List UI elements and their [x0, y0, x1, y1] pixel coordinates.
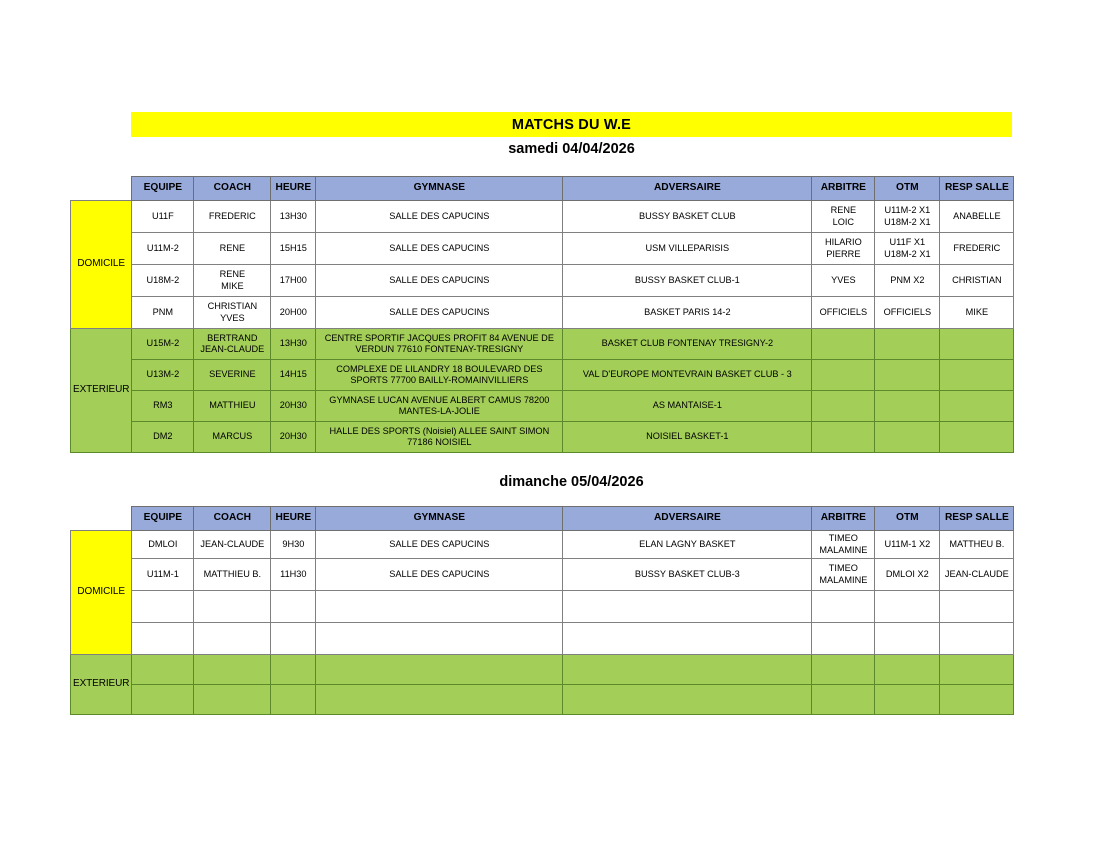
cell-otm [875, 360, 940, 391]
banner-title: MATCHS DU W.E [511, 116, 632, 133]
cell-arbitre [812, 591, 875, 623]
cell-equipe: U13M-2 [132, 360, 194, 391]
cell-heure [271, 623, 316, 655]
cell-heure [271, 591, 316, 623]
cell-gymnase [316, 655, 563, 685]
cell-arbitre: HILARIO PIERRE [812, 233, 875, 265]
cell-coach: FREDERIC [194, 201, 271, 233]
column-header-coach: COACH [194, 507, 271, 531]
table-header-row [71, 177, 1014, 201]
side-label-exterieur: EXTERIEUR [71, 329, 132, 453]
cell-arbitre: RENE LOIC [812, 201, 875, 233]
table-body [71, 177, 1014, 453]
cell-adversaire [563, 623, 812, 655]
cell-otm [875, 391, 940, 422]
cell-heure: 17H00 [271, 265, 316, 297]
cell-coach: SEVERINE [194, 360, 271, 391]
cell-heure: 20H30 [271, 422, 316, 453]
cell-gymnase [316, 591, 563, 623]
table-body [71, 507, 1014, 715]
cell-adversaire: VAL D'EUROPE MONTEVRAIN BASKET CLUB - 3 [563, 360, 812, 391]
cell-coach: MATTHIEU B. [194, 559, 271, 591]
cell-equipe: U11F [132, 201, 194, 233]
column-header-gymnase: GYMNASE [316, 507, 563, 531]
cell-equipe: U11M-2 [132, 233, 194, 265]
cell-otm: OFFICIELS [875, 297, 940, 329]
table-row [71, 329, 1014, 360]
column-header-equipe: EQUIPE [132, 507, 194, 531]
cell-gymnase [316, 623, 563, 655]
cell-resp: FREDERIC [940, 233, 1014, 265]
cell-coach [194, 655, 271, 685]
cell-gymnase: SALLE DES CAPUCINS [316, 233, 563, 265]
column-header-gymnase: GYMNASE [316, 177, 563, 201]
table-row [71, 559, 1014, 591]
cell-coach: JEAN-CLAUDE [194, 531, 271, 559]
cell-heure: 20H30 [271, 391, 316, 422]
cell-adversaire: USM VILLEPARISIS [563, 233, 812, 265]
column-header-arbitre: ARBITRE [812, 507, 875, 531]
column-header-resp: RESP SALLE [940, 507, 1014, 531]
table-row [71, 201, 1014, 233]
side-label-exterieur: EXTERIEUR [71, 655, 132, 715]
column-header-adversaire: ADVERSAIRE [563, 507, 812, 531]
cell-arbitre [812, 329, 875, 360]
cell-adversaire [563, 655, 812, 685]
cell-coach: MARCUS [194, 422, 271, 453]
cell-coach [194, 623, 271, 655]
side-label-domicile: DOMICILE [71, 201, 132, 329]
cell-adversaire: AS MANTAISE-1 [563, 391, 812, 422]
cell-coach: BERTRAND JEAN-CLAUDE [194, 329, 271, 360]
cell-coach: RENE [194, 233, 271, 265]
page-banner [131, 112, 1012, 137]
cell-equipe [132, 655, 194, 685]
cell-adversaire: BASKET CLUB FONTENAY TRESIGNY-2 [563, 329, 812, 360]
column-header-adversaire: ADVERSAIRE [563, 177, 812, 201]
cell-equipe: DM2 [132, 422, 194, 453]
cell-heure: 14H15 [271, 360, 316, 391]
cell-gymnase: SALLE DES CAPUCINS [316, 265, 563, 297]
cell-heure: 13H30 [271, 329, 316, 360]
column-header-equipe: EQUIPE [132, 177, 194, 201]
cell-arbitre [812, 623, 875, 655]
column-header-coach: COACH [194, 177, 271, 201]
cell-gymnase: SALLE DES CAPUCINS [316, 297, 563, 329]
cell-resp [940, 391, 1014, 422]
cell-coach: RENE MIKE [194, 265, 271, 297]
day-title-saturday: samedi 04/04/2026 [508, 141, 635, 157]
cell-resp: MIKE [940, 297, 1014, 329]
side-label-domicile: DOMICILE [71, 531, 132, 655]
cell-equipe: PNM [132, 297, 194, 329]
cell-resp [940, 360, 1014, 391]
cell-resp: CHRISTIAN [940, 265, 1014, 297]
schedule-table-saturday [70, 176, 1014, 453]
cell-otm [875, 655, 940, 685]
cell-otm: PNM X2 [875, 265, 940, 297]
cell-adversaire: ELAN LAGNY BASKET [563, 531, 812, 559]
cell-heure [271, 685, 316, 715]
cell-equipe: DMLOI [132, 531, 194, 559]
cell-arbitre [812, 391, 875, 422]
cell-equipe: U15M-2 [132, 329, 194, 360]
cell-resp [940, 655, 1014, 685]
table-row [71, 531, 1014, 559]
cell-gymnase: CENTRE SPORTIF JACQUES PROFIT 84 AVENUE DE VERDUN 77610 FONTENAY-TRESIGNY [316, 329, 563, 360]
cell-heure: 11H30 [271, 559, 316, 591]
cell-heure [271, 655, 316, 685]
cell-heure: 15H15 [271, 233, 316, 265]
table-row [71, 591, 1014, 623]
schedule-table-sunday [70, 506, 1014, 715]
table-row [71, 655, 1014, 685]
cell-otm: U11M-1 X2 [875, 531, 940, 559]
cell-arbitre: OFFICIELS [812, 297, 875, 329]
cell-resp: MATTHEU B. [940, 531, 1014, 559]
table-row [71, 685, 1014, 715]
cell-adversaire: BUSSY BASKET CLUB [563, 201, 812, 233]
cell-gymnase: COMPLEXE DE LILANDRY 18 BOULEVARD DES SPORTS 77700 BAILLY-ROMAINVILLIERS [316, 360, 563, 391]
cell-coach: MATTHIEU [194, 391, 271, 422]
cell-arbitre [812, 422, 875, 453]
cell-gymnase: SALLE DES CAPUCINS [316, 559, 563, 591]
cell-coach [194, 685, 271, 715]
cell-resp [940, 329, 1014, 360]
header-corner [71, 507, 132, 531]
cell-heure: 20H00 [271, 297, 316, 329]
cell-arbitre: TIMEO MALAMINE [812, 559, 875, 591]
table-row [71, 297, 1014, 329]
cell-arbitre: TIMEO MALAMINE [812, 531, 875, 559]
column-header-heure: HEURE [271, 507, 316, 531]
table-header-row [71, 507, 1014, 531]
cell-equipe: RM3 [132, 391, 194, 422]
column-header-resp: RESP SALLE [940, 177, 1014, 201]
column-header-otm: OTM [875, 507, 940, 531]
cell-otm [875, 422, 940, 453]
cell-resp [940, 422, 1014, 453]
table-row [71, 233, 1014, 265]
cell-otm: U11M-2 X1 U18M-2 X1 [875, 201, 940, 233]
cell-otm [875, 685, 940, 715]
cell-adversaire: BASKET PARIS 14-2 [563, 297, 812, 329]
cell-arbitre [812, 360, 875, 391]
cell-adversaire [563, 591, 812, 623]
cell-gymnase [316, 685, 563, 715]
cell-otm: DMLOI X2 [875, 559, 940, 591]
cell-gymnase: GYMNASE LUCAN AVENUE ALBERT CAMUS 78200 MANTES-LA-JOLIE [316, 391, 563, 422]
table-row [71, 391, 1014, 422]
cell-equipe: U18M-2 [132, 265, 194, 297]
cell-heure: 9H30 [271, 531, 316, 559]
column-header-otm: OTM [875, 177, 940, 201]
cell-otm [875, 623, 940, 655]
cell-coach: CHRISTIAN YVES [194, 297, 271, 329]
cell-equipe [132, 591, 194, 623]
day-title-sunday: dimanche 05/04/2026 [499, 474, 644, 490]
cell-equipe [132, 623, 194, 655]
header-corner [71, 177, 132, 201]
cell-resp [940, 623, 1014, 655]
table-row [71, 623, 1014, 655]
cell-adversaire: BUSSY BASKET CLUB-3 [563, 559, 812, 591]
cell-gymnase: HALLE DES SPORTS (Noisiel) ALLEE SAINT SIMON 77186 NOISIEL [316, 422, 563, 453]
cell-coach [194, 591, 271, 623]
cell-equipe: U11M-1 [132, 559, 194, 591]
table-row [71, 360, 1014, 391]
cell-adversaire: NOISIEL BASKET-1 [563, 422, 812, 453]
cell-gymnase: SALLE DES CAPUCINS [316, 201, 563, 233]
cell-resp [940, 591, 1014, 623]
cell-resp: JEAN-CLAUDE [940, 559, 1014, 591]
table-row [71, 422, 1014, 453]
table-row [71, 265, 1014, 297]
cell-equipe [132, 685, 194, 715]
cell-arbitre [812, 685, 875, 715]
cell-adversaire [563, 685, 812, 715]
cell-resp: ANABELLE [940, 201, 1014, 233]
cell-heure: 13H30 [271, 201, 316, 233]
cell-otm [875, 329, 940, 360]
column-header-heure: HEURE [271, 177, 316, 201]
cell-arbitre: YVES [812, 265, 875, 297]
column-header-arbitre: ARBITRE [812, 177, 875, 201]
cell-otm [875, 591, 940, 623]
cell-arbitre [812, 655, 875, 685]
cell-resp [940, 685, 1014, 715]
cell-adversaire: BUSSY BASKET CLUB-1 [563, 265, 812, 297]
cell-gymnase: SALLE DES CAPUCINS [316, 531, 563, 559]
cell-otm: U11F X1 U18M-2 X1 [875, 233, 940, 265]
